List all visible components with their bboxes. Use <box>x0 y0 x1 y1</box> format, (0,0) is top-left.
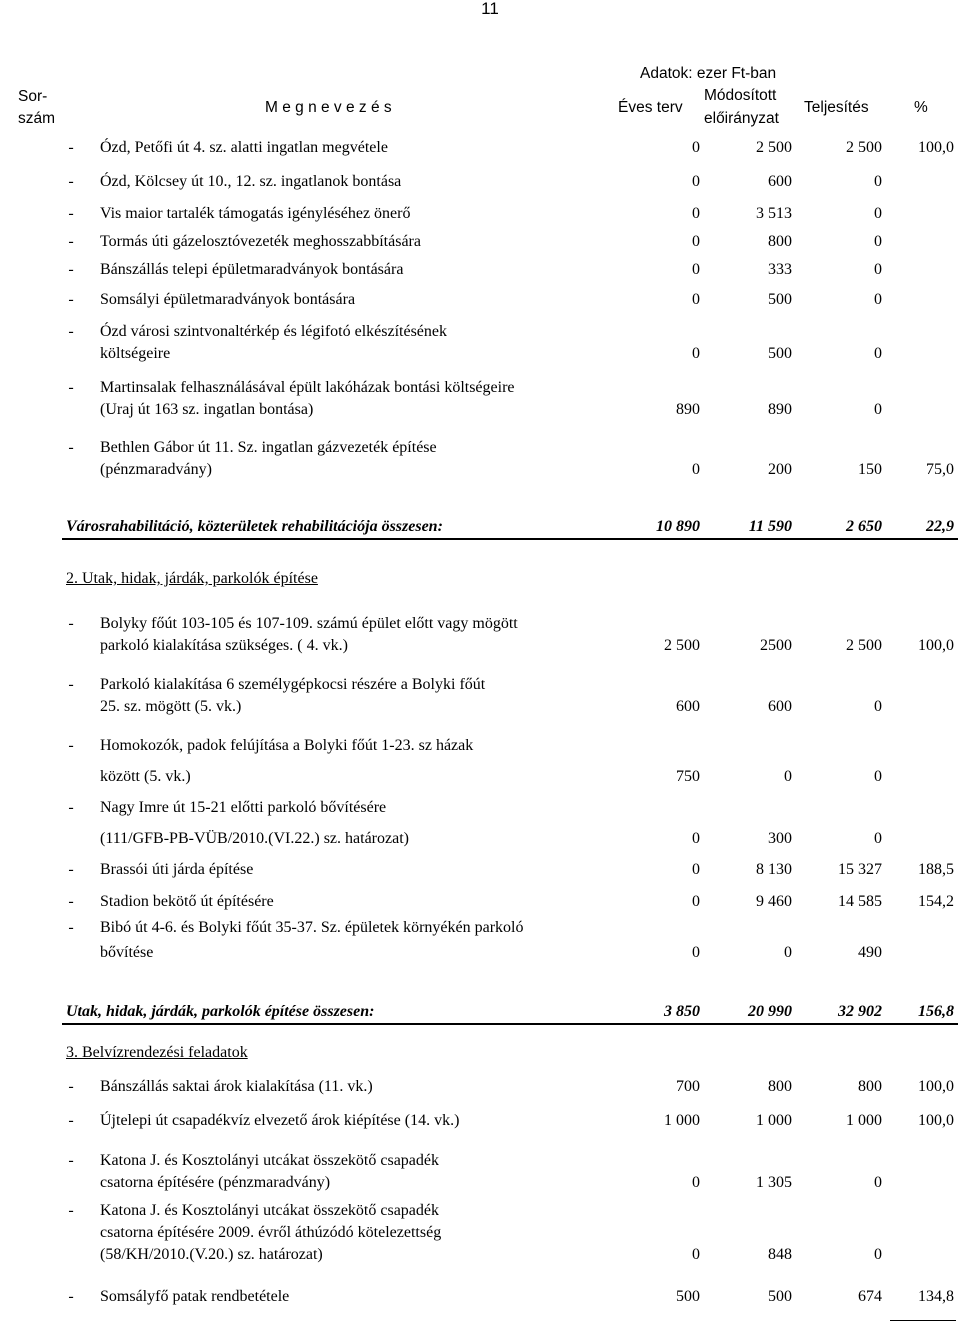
row-description: Bibó út 4-6. és Bolyki főút 35-37. Sz. épületek környékén parkoló <box>100 919 524 936</box>
col-header-mod-1: Módosított <box>704 87 777 104</box>
cell-completed: 2 500 <box>846 637 882 654</box>
total-modified: 11 590 <box>748 518 792 535</box>
cell-completed: 0 <box>874 345 882 362</box>
row-description: Ózd városi szintvonaltérkép és légifotó elkészítésének <box>100 323 447 340</box>
cell-percent: 100,0 <box>918 637 954 654</box>
cell-plan: 0 <box>692 261 700 278</box>
row-dash: - <box>68 861 74 878</box>
cell-modified: 1 305 <box>756 1174 792 1191</box>
row-description: között (5. vk.) <box>100 768 191 785</box>
cell-plan: 600 <box>676 698 700 715</box>
row-description: parkoló kialakítása szükséges. ( 4. vk.) <box>100 637 348 654</box>
cell-modified: 800 <box>768 233 792 250</box>
cell-plan: 0 <box>692 173 700 190</box>
cell-completed: 150 <box>858 461 882 478</box>
cell-modified: 333 <box>768 261 792 278</box>
cell-plan: 0 <box>692 893 700 910</box>
row-description: (pénzmaradvány) <box>100 461 212 478</box>
cell-percent: 188,5 <box>918 861 954 878</box>
units-note: Adatok: ezer Ft-ban <box>640 65 777 82</box>
col-header-num-1: Sor- <box>18 88 48 105</box>
cell-completed: 0 <box>874 291 882 308</box>
cell-plan: 0 <box>692 861 700 878</box>
cell-plan: 0 <box>692 233 700 250</box>
total-modified: 20 990 <box>748 1003 792 1020</box>
cell-percent: 75,0 <box>926 461 954 478</box>
cell-completed: 2 500 <box>846 139 882 156</box>
cell-modified: 2 500 <box>756 139 792 156</box>
row-description: (111/GFB-PB-VÜB/2010.(VI.22.) sz. határozat) <box>100 830 409 847</box>
cell-modified: 600 <box>768 173 792 190</box>
cell-plan: 700 <box>676 1078 700 1095</box>
cell-plan: 890 <box>676 401 700 418</box>
cell-completed: 0 <box>874 1246 882 1263</box>
cell-modified: 500 <box>768 291 792 308</box>
row-dash: - <box>68 737 74 754</box>
row-description: csatorna építésére 2009. évről áthúzódó kötelezettség <box>100 1224 442 1241</box>
row-description: Bolyky főút 103-105 és 107-109. számú épület előtt vagy mögött <box>100 615 518 632</box>
total-label: Városrahabilitáció, közterületek rehabilitációja összesen: <box>66 518 443 535</box>
row-description: Stadion bekötő út építésére <box>100 893 274 910</box>
cell-completed: 674 <box>858 1288 882 1305</box>
cell-completed: 1 000 <box>846 1112 882 1129</box>
col-header-mod-2: előirányzat <box>704 110 779 127</box>
cell-plan: 0 <box>692 291 700 308</box>
row-description: (Uraj út 163 sz. ingatlan bontása) <box>100 401 314 418</box>
page-number: 11 <box>481 0 499 18</box>
cell-completed: 0 <box>874 261 882 278</box>
cell-percent: 100,0 <box>918 139 954 156</box>
cell-plan: 0 <box>692 830 700 847</box>
row-description: Újtelepi út csapadékvíz elvezető árok kiépítése (14. vk.) <box>100 1112 460 1129</box>
cell-percent: 100,0 <box>918 1112 954 1129</box>
cell-plan: 750 <box>676 768 700 785</box>
row-description: Tormás úti gázelosztóvezeték meghosszabbítására <box>100 233 421 250</box>
cell-plan: 0 <box>692 461 700 478</box>
row-description: Parkoló kialakítása 6 személygépkocsi részére a Bolyki főút <box>100 676 486 693</box>
cell-completed: 0 <box>874 205 882 222</box>
cell-plan: 500 <box>676 1288 700 1305</box>
col-header-pct: % <box>914 99 928 116</box>
row-description: Brassói úti járda építése <box>100 861 254 878</box>
cell-plan: 0 <box>692 1174 700 1191</box>
col-header-plan: Éves terv <box>618 99 683 116</box>
row-description: Ózd, Kölcsey út 10., 12. sz. ingatlanok bontása <box>100 173 402 190</box>
row-dash: - <box>68 233 74 250</box>
cell-completed: 14 585 <box>838 893 882 910</box>
row-description: Vis maior tartalék támogatás igényléséhez önerő <box>100 205 411 222</box>
row-description: csatorna építésére (pénzmaradvány) <box>100 1174 331 1191</box>
row-dash: - <box>68 1078 74 1095</box>
row-description: (58/KH/2010.(V.20.) sz. határozat) <box>100 1246 323 1263</box>
cell-modified: 500 <box>768 345 792 362</box>
row-dash: - <box>68 291 74 308</box>
cell-modified: 3 513 <box>756 205 792 222</box>
row-description: Bánszállás telepi épületmaradványok bontására <box>100 261 404 278</box>
total-plan: 10 890 <box>656 518 700 535</box>
row-description: Katona J. és Kosztolányi utcákat összekötő csapadék <box>100 1202 440 1219</box>
row-dash: - <box>68 615 74 632</box>
cell-modified: 8 130 <box>756 861 792 878</box>
cell-percent: 100,0 <box>918 1078 954 1095</box>
cell-modified: 200 <box>768 461 792 478</box>
cell-completed: 0 <box>874 233 882 250</box>
cell-plan: 0 <box>692 205 700 222</box>
cell-completed: 15 327 <box>838 861 882 878</box>
cell-percent: 154,2 <box>918 893 954 910</box>
cell-modified: 0 <box>784 768 792 785</box>
row-dash: - <box>68 676 74 693</box>
row-dash: - <box>68 893 74 910</box>
row-description: Homokozók, padok felújítása a Bolyki főút 1-23. sz házak <box>100 737 474 754</box>
bottom-rule <box>890 1320 956 1321</box>
cell-completed: 800 <box>858 1078 882 1095</box>
cell-plan: 1 000 <box>664 1112 700 1129</box>
row-dash: - <box>68 1152 74 1169</box>
cell-modified: 500 <box>768 1288 792 1305</box>
cell-plan: 0 <box>692 345 700 362</box>
row-dash: - <box>68 1202 74 1219</box>
row-dash: - <box>68 261 74 278</box>
cell-modified: 600 <box>768 698 792 715</box>
cell-modified: 848 <box>768 1246 792 1263</box>
total-underline <box>62 538 958 540</box>
cell-modified: 1 000 <box>756 1112 792 1129</box>
col-header-num-2: szám <box>18 110 56 127</box>
row-description: Bánszállás saktai árok kialakítása (11. vk.) <box>100 1078 373 1095</box>
total-underline <box>62 1023 958 1025</box>
cell-completed: 0 <box>874 1174 882 1191</box>
row-dash: - <box>68 919 74 936</box>
row-dash: - <box>68 1288 74 1305</box>
cell-plan: 2 500 <box>664 637 700 654</box>
total-percent: 22,9 <box>926 518 954 535</box>
total-plan: 3 850 <box>664 1003 700 1020</box>
row-dash: - <box>68 379 74 396</box>
row-dash: - <box>68 205 74 222</box>
col-header-name: M e g n e v e z é s <box>265 99 392 116</box>
row-description: Martinsalak felhasználásával épült lakóházak bontási költségeire <box>100 379 515 396</box>
cell-modified: 2500 <box>760 637 792 654</box>
row-dash: - <box>68 139 74 156</box>
cell-plan: 0 <box>692 139 700 156</box>
cell-plan: 0 <box>692 1246 700 1263</box>
col-header-done: Teljesítés <box>804 99 869 116</box>
cell-modified: 300 <box>768 830 792 847</box>
cell-completed: 0 <box>874 768 882 785</box>
total-label: Utak, hidak, járdák, parkolók építése összesen: <box>66 1003 375 1020</box>
total-completed: 2 650 <box>846 518 882 535</box>
row-dash: - <box>68 1112 74 1129</box>
cell-completed: 0 <box>874 830 882 847</box>
row-description: bővítése <box>100 944 154 961</box>
row-description: Nagy Imre út 15-21 előtti parkoló bővítésére <box>100 799 387 816</box>
row-description: Somsályfő patak rendbetétele <box>100 1288 290 1305</box>
row-description: Somsályi épületmaradványok bontására <box>100 291 356 308</box>
cell-modified: 0 <box>784 944 792 961</box>
row-dash: - <box>68 173 74 190</box>
cell-completed: 0 <box>874 401 882 418</box>
cell-modified: 890 <box>768 401 792 418</box>
row-description: költségeire <box>100 345 171 362</box>
section-title: 3. Belvízrendezési feladatok <box>66 1044 248 1061</box>
row-dash: - <box>68 439 74 456</box>
row-description: 25. sz. mögött (5. vk.) <box>100 698 242 715</box>
cell-completed: 490 <box>858 944 882 961</box>
cell-modified: 800 <box>768 1078 792 1095</box>
total-percent: 156,8 <box>918 1003 954 1020</box>
row-dash: - <box>68 323 74 340</box>
cell-plan: 0 <box>692 944 700 961</box>
section-title: 2. Utak, hidak, járdák, parkolók építése <box>66 570 318 587</box>
row-description: Katona J. és Kosztolányi utcákat összekötő csapadék <box>100 1152 440 1169</box>
cell-completed: 0 <box>874 173 882 190</box>
total-completed: 32 902 <box>838 1003 882 1020</box>
row-dash: - <box>68 799 74 816</box>
cell-completed: 0 <box>874 698 882 715</box>
cell-percent: 134,8 <box>918 1288 954 1305</box>
row-description: Bethlen Gábor út 11. Sz. ingatlan gázvezeték építése <box>100 439 437 456</box>
row-description: Ózd, Petőfi út 4. sz. alatti ingatlan megvétele <box>100 139 388 156</box>
cell-modified: 9 460 <box>756 893 792 910</box>
